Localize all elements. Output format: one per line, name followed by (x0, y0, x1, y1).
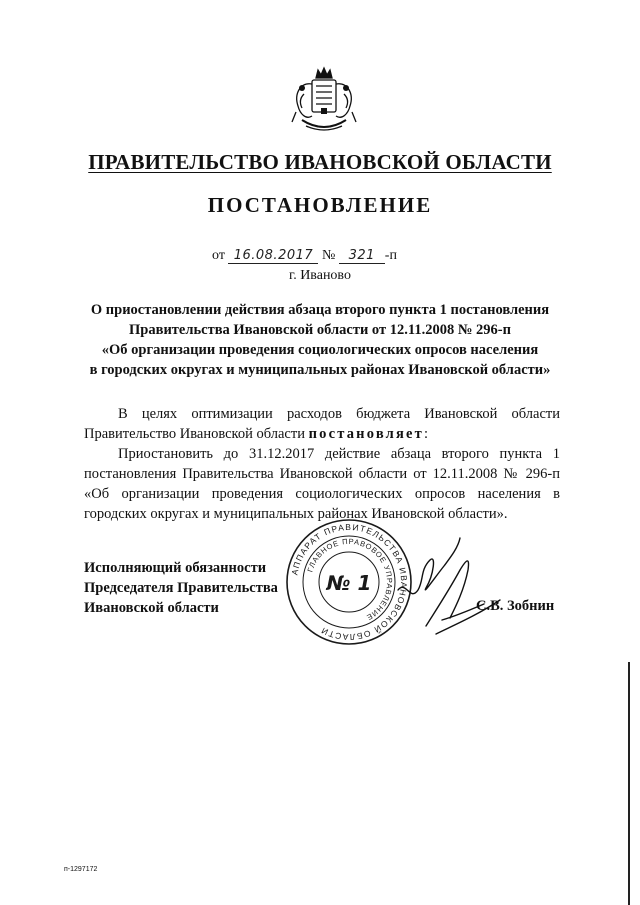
document-type: ПОСТАНОВЛЕНИЕ (207, 193, 433, 217)
signer-name: С.В. Зобнин (476, 598, 555, 614)
city: г. Иваново (289, 268, 351, 283)
date-prefix: от (212, 248, 225, 263)
signer-title (84, 558, 278, 618)
document-subject (60, 300, 580, 380)
decree-word: постановляет (308, 426, 425, 442)
stamp-inner-text: ГЛАВНОЕ ПРАВОВОЕ УПРАВЛЕНИЕ (305, 536, 395, 623)
document-body (84, 404, 560, 524)
number-suffix: -п (384, 248, 397, 263)
subject-line: Правительства Ивановской области от 12.11.2008 № 296-п (129, 322, 511, 338)
handwritten-signature (396, 530, 506, 640)
document-code: п-1297172 (64, 866, 98, 873)
signer-line: Исполняющий обязанности (84, 560, 267, 576)
document-date: 16.08.2017 (228, 248, 318, 264)
coat-of-arms-icon (288, 64, 360, 140)
scan-edge-divider (628, 662, 630, 905)
preamble-end: : (424, 426, 429, 442)
document-number: 321 (339, 248, 385, 264)
stamp-number: № 1 (326, 571, 372, 595)
subject-line: «Об организации проведения социологических опросов населения (101, 342, 539, 358)
signer-line: Ивановской области (84, 600, 219, 616)
body-paragraph (84, 404, 560, 444)
signer-line: Председателя Правительства (84, 580, 278, 596)
number-sign: № (321, 248, 336, 263)
subject-line: О приостановлении действия абзаца второго пункта 1 постановления (90, 302, 550, 318)
subject-line: в городских округах и муниципальных районах Ивановской области» (89, 362, 551, 378)
preamble-text: В целях оптимизации расходов бюджета Ивановской области Правительство Ивановской области (84, 406, 560, 442)
document-number-line (212, 248, 397, 264)
official-stamp (284, 518, 414, 646)
organization-title: ПРАВИТЕЛЬСТВО ИВАНОВСКОЙ ОБЛАСТИ (88, 150, 552, 174)
stamp-outer-text: АППАРАТ ПРАВИТЕЛЬСТВА ИВАНОВСКОЙ ОБЛАСТИ (289, 521, 410, 643)
body-paragraph: Приостановить до 31.12.2017 действие абзаца второго пункта 1 постановления Правительства Ивановской области от 12.11.2008 № 296-п «Об организации проведения социологических опросов населения в городских округах и муниципальных районах Ивановской области». (84, 446, 560, 522)
